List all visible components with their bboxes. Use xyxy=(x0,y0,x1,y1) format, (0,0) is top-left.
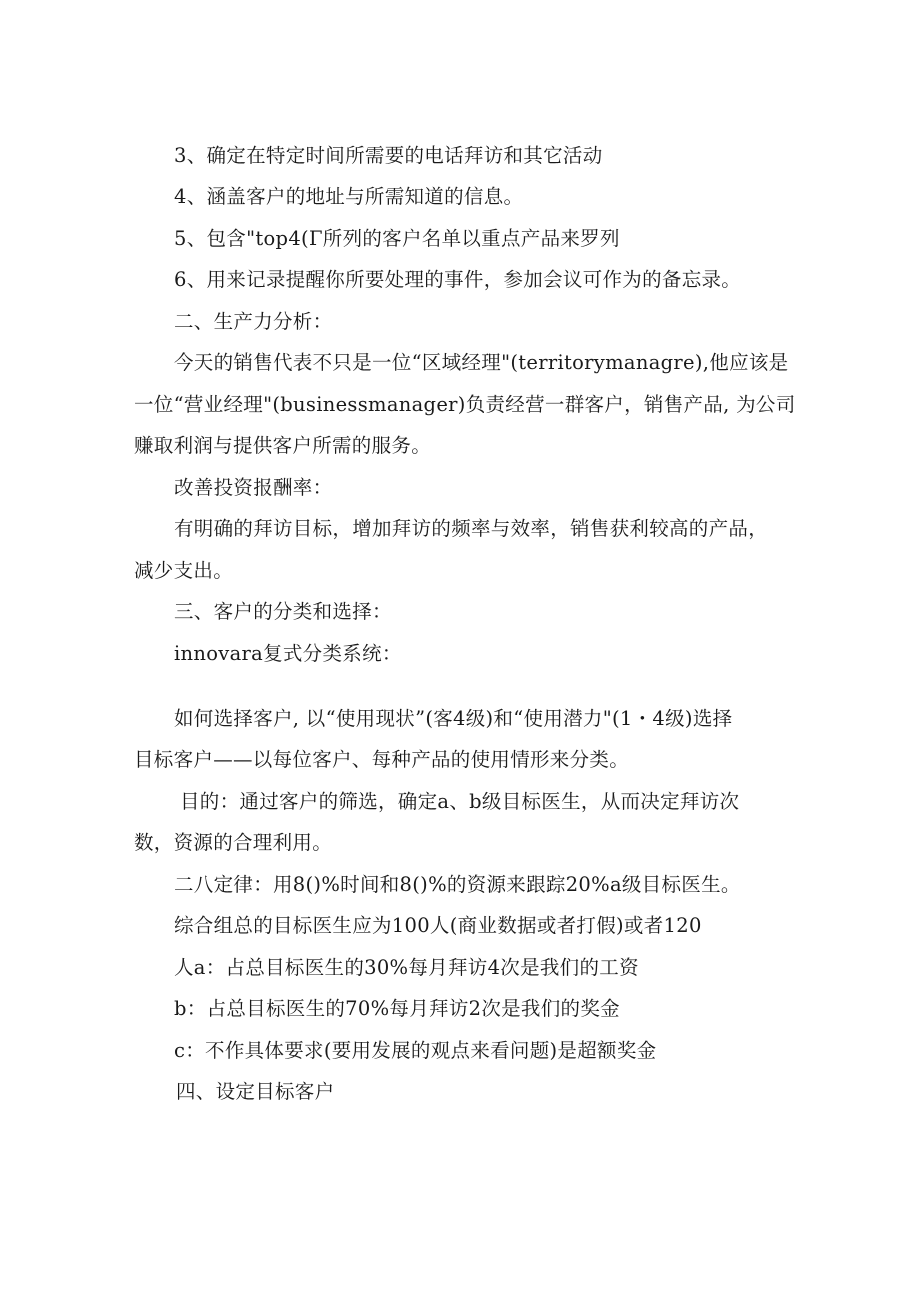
paragraph-line: 目的：通过客户的筛选，确定a、b级目标医生，从而决定拜访次 xyxy=(180,790,740,813)
paragraph-line: c：不作具体要求(要用发展的观点来看问题)是超额奖金 xyxy=(174,1039,657,1062)
list-item-4: 4、涵盖客户的地址与所需知道的信息。 xyxy=(174,185,524,208)
paragraph-line: 综合组总的目标医生应为100人(商业数据或者打假)或者120 xyxy=(174,914,702,937)
section-heading-classification: 三、客户的分类和选择： xyxy=(174,600,392,623)
paragraph-line: 一位“营业经理"(businessmanager)负责经营一群客户，销售产品, 为公司 xyxy=(134,393,796,416)
list-item-5: 5、包含"top4(Γ所列的客户名单以重点产品来罗列 xyxy=(174,227,620,250)
paragraph-line: 减少支出。 xyxy=(134,559,234,582)
subheading-innovara: innovara复式分类系统： xyxy=(174,642,402,665)
paragraph-line: 有明确的拜访目标，增加拜访的频率与效率，销售获利较高的产品， xyxy=(174,517,769,540)
paragraph-line: 数，资源的合理利用。 xyxy=(134,831,333,854)
list-item-6: 6、用来记录提醒你所要处理的事件，参加会议可作为的备忘录。 xyxy=(174,268,742,291)
paragraph-line: 二八定律：用8()%时间和8()%的资源来跟踪20%a级目标医生。 xyxy=(174,873,741,896)
subheading-roi: 改善投资报酬率： xyxy=(174,476,333,499)
list-item-3: 3、确定在特定时间所需要的电话拜访和其它活动 xyxy=(174,144,603,167)
paragraph-line: b：占总目标医生的70%每月拜访2次是我们的奖金 xyxy=(174,997,620,1020)
paragraph-line: 人a：占总目标医生的30%每月拜访4次是我们的工资 xyxy=(174,956,639,979)
paragraph-line: 如何选择客户, 以“使用现状”(客4级)和“使用潜力"(1・4级)选择 xyxy=(174,707,733,730)
paragraph-line: 赚取利润与提供客户所需的服务。 xyxy=(134,434,432,457)
paragraph-line: 今天的销售代表不只是一位“区域经理"(territorymanagre),他应该是 xyxy=(174,351,789,374)
paragraph-line: 目标客户——以每位客户、每种产品的使用情形来分类。 xyxy=(134,748,630,771)
section-heading-productivity: 二、生产力分析： xyxy=(174,310,333,333)
section-heading-target-customers: 四、设定目标客户 xyxy=(176,1080,335,1103)
